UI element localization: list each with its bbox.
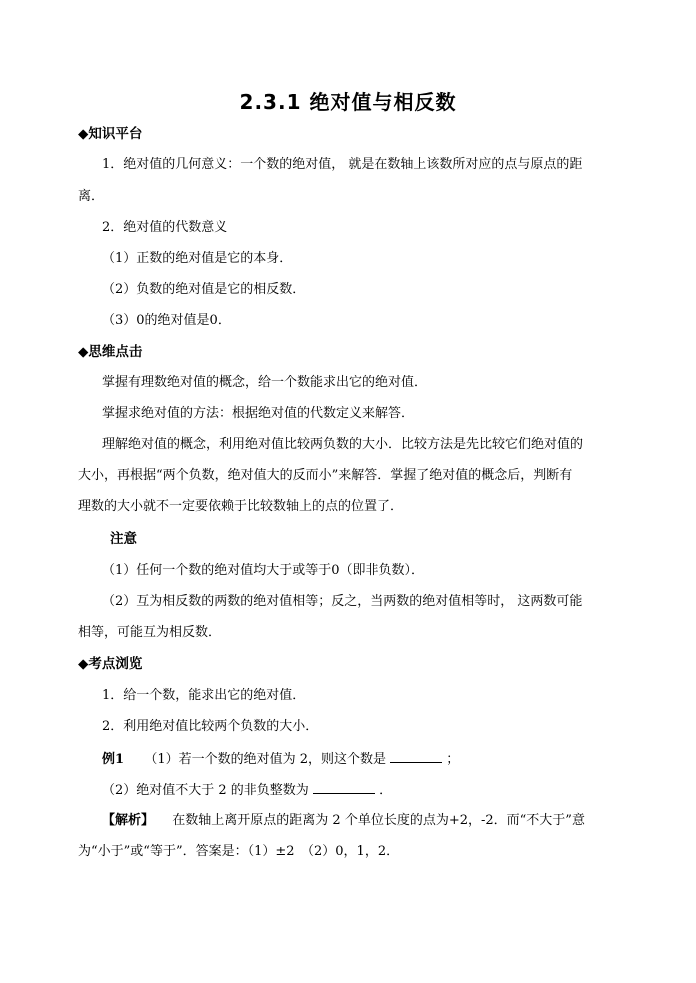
paragraph-compare-3: 理数的大小就不一定要依赖于比较数轴上的点的位置了． [78,499,404,514]
paragraph-master-concept: 掌握有理数绝对值的概念，给一个数能求出它的绝对值． [102,375,428,390]
analysis-line-1 [102,813,585,829]
page-title: 2.3.1 绝对值与相反数 [239,90,457,114]
exam-point-1: 1．给一个数，能求出它的绝对值． [102,688,306,703]
example-question-2 [102,781,392,799]
example-question-1-end: ； [446,752,460,767]
section-heading-knowledge: ◆知识平台 [78,126,143,142]
analysis-label: 【解析】 [102,813,155,828]
example-question-2-text: （2）绝对值不大于 2 的非负整数为 [102,783,309,798]
note-item-1: （1）任何一个数的绝对值均大于或等于0（即非负数）． [102,563,425,578]
note-item-2-line2: 相等，可能互为相反数． [78,625,222,640]
analysis-text-1: 在数轴上离开原点的距离为 2 个单位长度的点为+2，-2．而“不大于”意 [172,813,585,828]
example-question-1-text: （1）若一个数的绝对值为 2，则这个数是 [144,752,387,767]
paragraph-compare-1: 理解绝对值的概念，利用绝对值比较两负数的大小．比较方法是先比较它们绝对值的 [102,437,584,452]
example-question-1 [102,750,459,768]
list-item-zero: （3）0的绝对值是0． [102,313,231,328]
example-question-2-end: ． [379,783,393,798]
paragraph-algebraic-meaning: 2．绝对值的代数意义 [102,220,228,235]
paragraph-geometric-meaning-2: 离． [78,189,105,204]
exam-point-2: 2．利用绝对值比较两个负数的大小． [102,719,319,734]
analysis-line-2: 为“小于”或“等于”．答案是：（1）±2 （2）0，1，2． [78,844,400,859]
list-item-negative: （2）负数的绝对值是它的相反数． [102,282,306,297]
answer-blank-1 [390,750,442,763]
list-item-positive: （1）正数的绝对值是它的本身． [102,251,293,266]
section-heading-exam-points: ◆考点浏览 [78,656,143,672]
section-heading-thinking: ◆思维点击 [78,344,143,360]
paragraph-compare-2: 大小，再根据“两个负数，绝对值大的反而小”来解答．掌握了绝对值的概念后，判断有 [78,468,573,483]
note-heading: 注意 [110,531,137,547]
note-item-2-line1: （2）互为相反数的两数的绝对值相等；反之，当两数的绝对值相等时， 这两数可能 [102,594,583,609]
example-label: 例1 [102,752,125,767]
answer-blank-2 [313,781,375,794]
paragraph-geometric-meaning-1: 1．绝对值的几何意义：一个数的绝对值， 就是在数轴上该数所对应的点与原点的距 [102,157,583,172]
paragraph-master-method: 掌握求绝对值的方法：根据绝对值的代数定义来解答． [102,406,415,421]
